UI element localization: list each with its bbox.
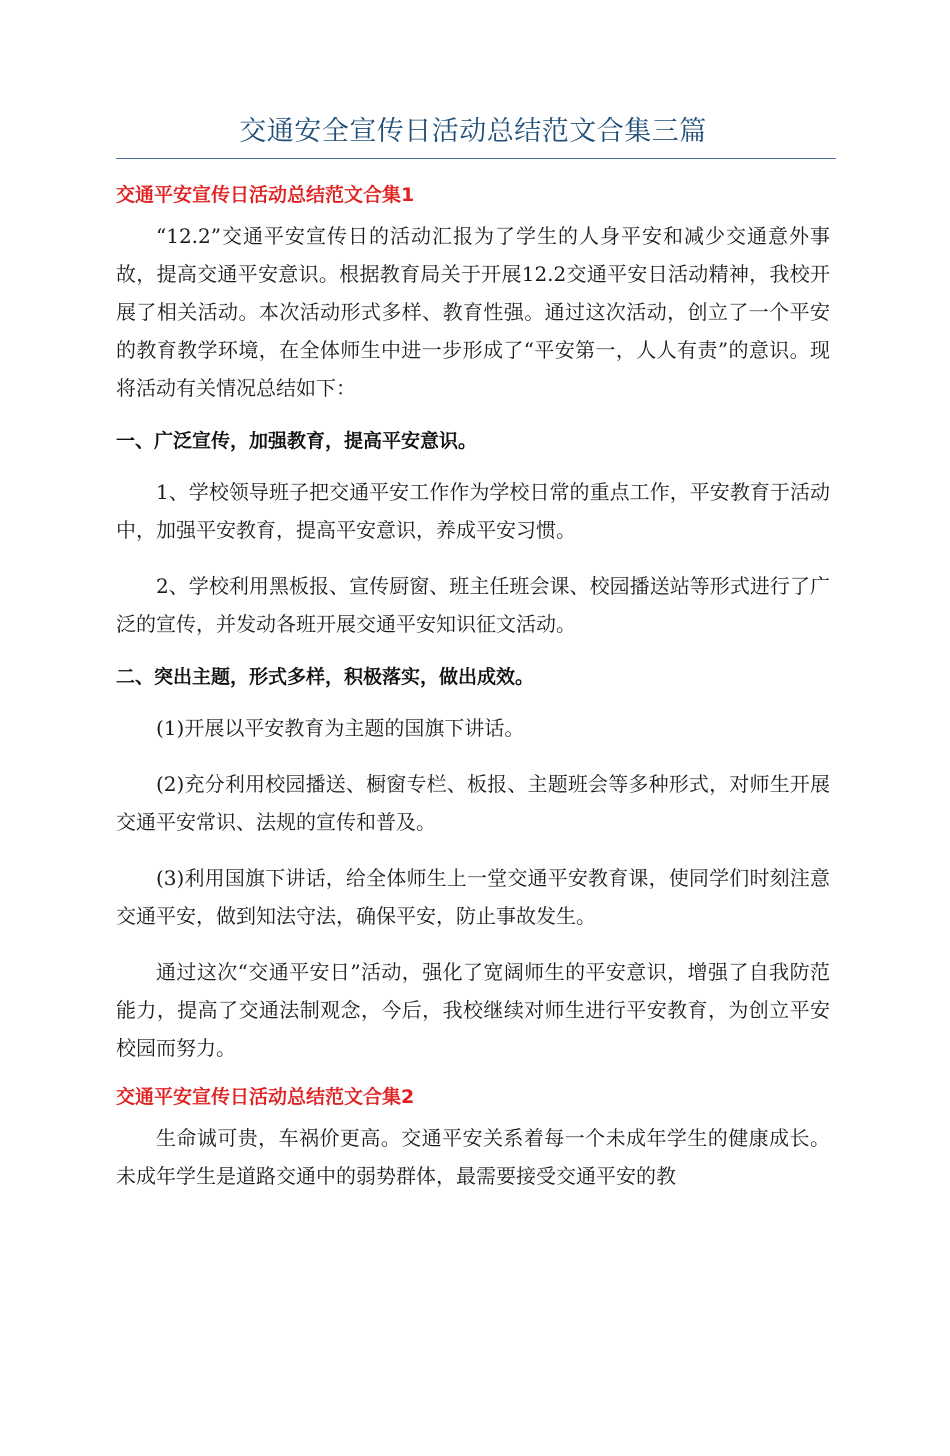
subsection-2-heading: 二、突出主题，形式多样，积极落实，做出成效。 (116, 666, 535, 688)
title-divider (116, 158, 836, 159)
section-1-heading: 交通平安宣传日活动总结范文合集1 (116, 184, 415, 206)
subsection-1-item-2: 2、学校利用黑板报、宣传厨窗、班主任班会课、校园播送站等形式进行了广泛的宣传，并发动各班开展交通平安知识征文活动。 (116, 574, 830, 636)
section-1-intro: “12.2”交通平安宣传日的活动汇报为了学生的人身平安和减少交通意外事故，提高交通平安意识。根据教育局关于开展12.2交通平安日活动精神，我校开展了相关活动。本次活动形式多样、教育性强。通过这次活动，创立了一个平安的教育教学环境，在全体师生中进一步形成了“平安第一，人人有责”的意识。现将活动有关情况总结如下： (116, 224, 830, 400)
document-page (0, 112, 950, 1456)
subsection-2-item-2: (2)充分利用校园播送、橱窗专栏、板报、主题班会等多种形式，对师生开展交通平安常识、法规的宣传和普及。 (116, 772, 830, 834)
subsection-2-item-3: (3)利用国旗下讲话，给全体师生上一堂交通平安教育课，使同学们时刻注意交通平安，做到知法守法，确保平安，防止事故发生。 (116, 866, 830, 928)
subsection-1-heading: 一、广泛宣传，加强教育，提高平安意识。 (116, 430, 478, 452)
document-title: 交通安全宣传日活动总结范文合集三篇 (239, 116, 707, 147)
section-2-intro: 生命诚可贵，车祸价更高。交通平安关系着每一个未成年学生的健康成长。未成年学生是道路交通中的弱势群体，最需要接受交通平安的教 (116, 1126, 830, 1188)
subsection-1-item-1: 1、学校领导班子把交通平安工作作为学校日常的重点工作，平安教育于活动中，加强平安教育，提高平安意识，养成平安习惯。 (116, 480, 830, 542)
section-1-conclusion: 通过这次“交通平安日”活动，强化了宽阔师生的平安意识，增强了自我防范能力，提高了交通法制观念，今后，我校继续对师生进行平安教育，为创立平安校园而努力。 (116, 960, 830, 1060)
section-2-heading: 交通平安宣传日活动总结范文合集2 (116, 1086, 415, 1108)
subsection-2-item-1: (1)开展以平安教育为主题的国旗下讲话。 (156, 716, 525, 740)
